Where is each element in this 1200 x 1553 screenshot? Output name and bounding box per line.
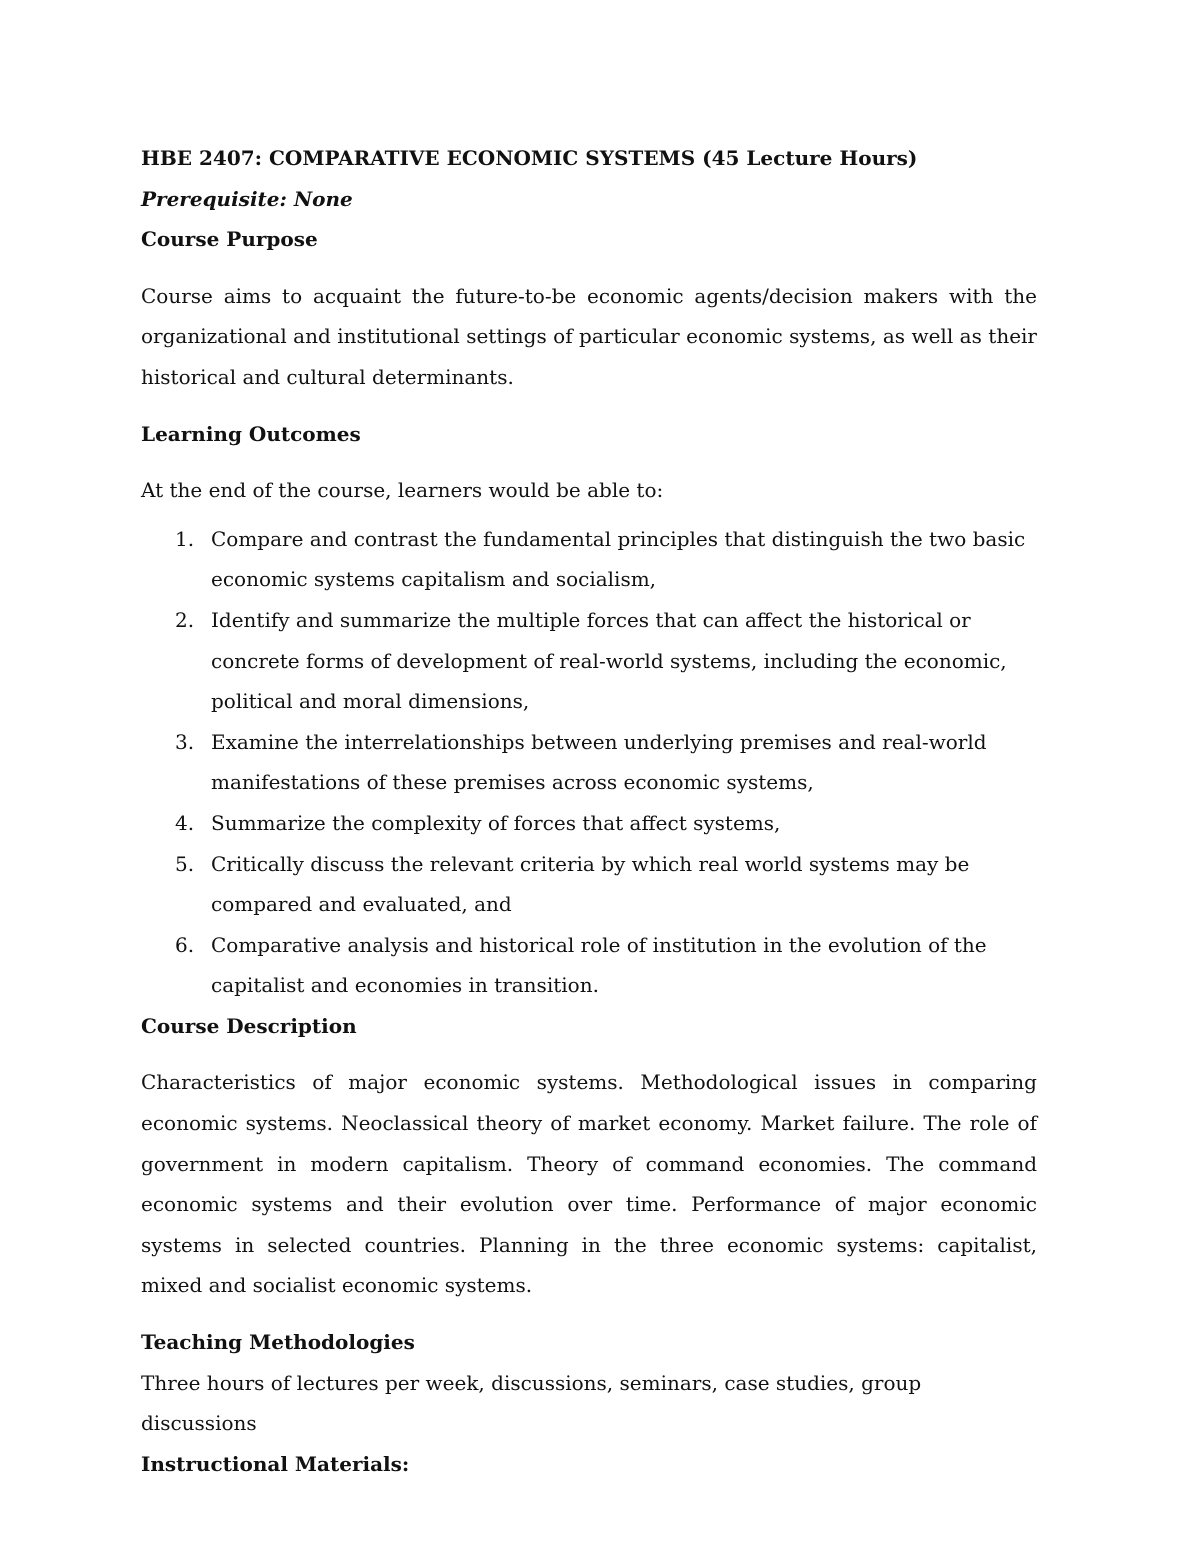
list-item-text: Comparative analysis and historical role of institution in the evolution of the capitalist and economies in transition. (211, 932, 987, 998)
course-description-text: Characteristics of major economic systems. Methodological issues in comparing economic systems. Neoclassical theory of market economy. Market failure. The role of government in modern capitalism. Theory of command economies. The command economic systems and their evolution over time. Performance of major economic systems in selected countries. Planning in the three economic systems: capitalist, mixed and socialist economic systems. (141, 1070, 1037, 1298)
learning-outcomes-list (141, 519, 1037, 1006)
list-item (141, 722, 1061, 803)
course-title: HBE 2407: COMPARATIVE ECONOMIC SYSTEMS (45 Lecture Hours) (141, 146, 918, 170)
list-item-text: Summarize the complexity of forces that affect systems, (211, 810, 781, 835)
list-item (141, 519, 1061, 600)
course-purpose-heading: Course Purpose (141, 227, 318, 252)
course-purpose-text: Course aims to acquaint the future-to-be economic agents/decision makers with the organizational and institutional settings of particular economic systems, as well as their historical and cultural determinants. (141, 283, 1037, 389)
list-item-number: 6. (175, 932, 195, 957)
instructional-materials-heading: Instructional Materials: (141, 1451, 410, 1476)
learning-outcomes-heading: Learning Outcomes (141, 421, 361, 446)
list-item (141, 600, 1061, 722)
document-page (141, 138, 1037, 1484)
list-item-number: 5. (175, 851, 195, 876)
teaching-methodologies-text: Three hours of lectures per week, discussions, seminars, case studies, group discussions (141, 1370, 922, 1436)
list-item-text: Identify and summarize the multiple forces that can affect the historical or concrete forms of development of real-world systems, including the economic, political and moral dimensions, (211, 607, 1007, 714)
learning-outcomes-intro: At the end of the course, learners would be able to: (141, 478, 664, 503)
list-item (141, 844, 1061, 925)
list-item-text: Examine the interrelationships between underlying premises and real-world manifestations of these premises across economic systems, (211, 729, 987, 795)
course-description-heading: Course Description (141, 1013, 357, 1038)
list-item (141, 803, 1061, 844)
list-item-number: 4. (175, 810, 195, 835)
teaching-methodologies-heading: Teaching Methodologies (141, 1330, 415, 1355)
list-item-number: 1. (175, 526, 195, 551)
list-item-text: Compare and contrast the fundamental principles that distinguish the two basic economic systems capitalism and socialism, (211, 526, 1026, 592)
list-item-text: Critically discuss the relevant criteria by which real world systems may be compared and evaluated, and (211, 851, 970, 917)
list-item (141, 925, 1061, 1006)
list-item-number: 2. (175, 607, 195, 632)
prerequisite: Prerequisite: None (141, 186, 353, 211)
list-item-number: 3. (175, 729, 195, 754)
